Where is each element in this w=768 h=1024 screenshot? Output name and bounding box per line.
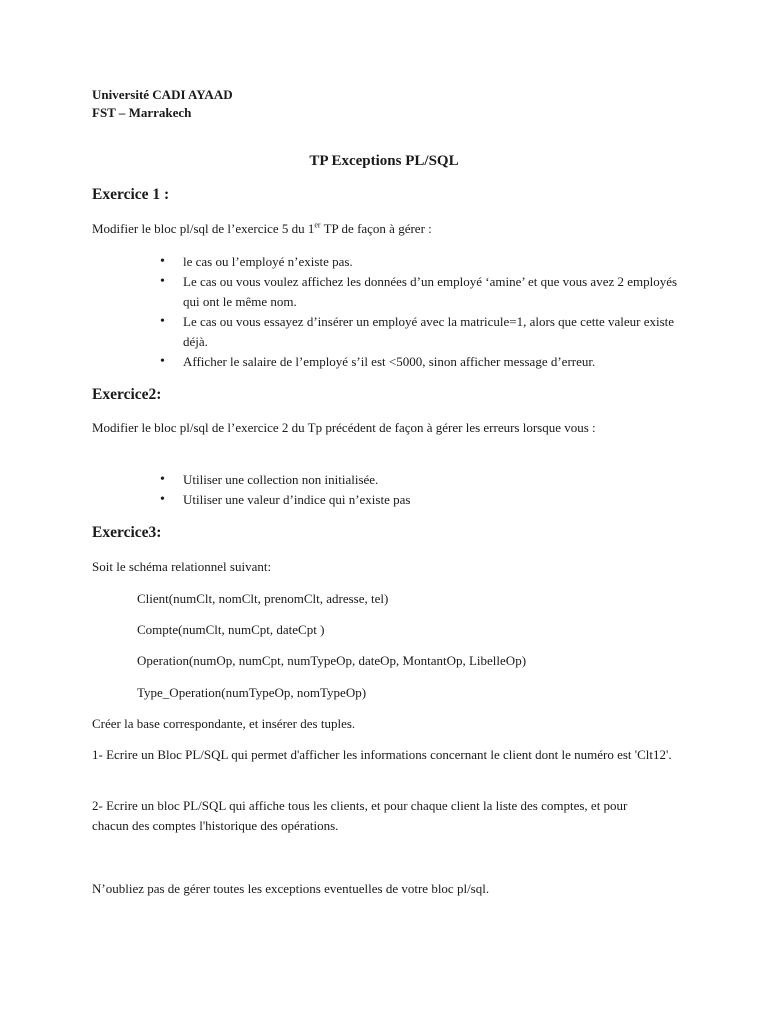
footer-note: N’oubliez pas de gérer toutes les exceptions eventuelles de votre bloc pl/sql.	[92, 881, 490, 896]
list-item: • le cas ou l’employé n’existe pas.	[160, 252, 680, 272]
exercice2-list	[160, 470, 680, 510]
document-title: TP Exceptions PL/SQL	[309, 153, 459, 169]
list-item: • Utiliser une valeur d’indice qui n’existe pas	[160, 490, 680, 510]
schema-client: Client(numClt, nomClt, prenomClt, adresse, tel)	[137, 591, 389, 606]
list-item: • Utiliser une collection non initialisée.	[160, 470, 680, 490]
list-item: • Le cas ou vous voulez affichez les données d’un employé ‘amine’ et que vous avez 2 employés qui ont le même nom.	[160, 272, 680, 312]
exercice2-intro: Modifier le bloc pl/sql de l’exercice 2 du Tp précédent de façon à gérer les erreurs lorsque vous :	[92, 420, 596, 435]
exercice3-question1: 1- Ecrire un Bloc PL/SQL qui permet d'afficher les informations concernant le client dont le numéro est 'Clt12'.	[92, 747, 672, 762]
university-name: Université CADI AYAAD	[92, 87, 233, 102]
exercice1-intro	[92, 219, 432, 239]
exercice3-intro: Soit le schéma relationnel suivant:	[92, 559, 272, 574]
exercice1-intro-superscript: er	[314, 220, 321, 230]
exercice3-create: Créer la base correspondante, et insérer des tuples.	[92, 716, 356, 731]
faculty-name: FST – Marrakech	[92, 105, 192, 120]
schema-compte: Compte(numClt, numCpt, dateCpt )	[137, 622, 325, 637]
exercice3-question2: 2- Ecrire un bloc PL/SQL qui affiche tous les clients, et pour chaque client la liste des comptes, et pour chacun des comptes l'historique des opérations.	[92, 798, 628, 833]
exercice1-intro-text: Modifier le bloc pl/sql de l’exercice 5 du 1	[92, 221, 315, 236]
list-item: • Le cas ou vous essayez d’insérer un employé avec la matricule=1, alors que cette valeur existe déjà.	[160, 312, 680, 352]
exercice1-intro-text-end: TP de façon à gérer :	[320, 221, 432, 236]
list-item: • Afficher le salaire de l’employé s’il est <5000, sinon afficher message d’erreur.	[160, 352, 680, 372]
exercice1-list	[160, 252, 680, 372]
exercice3-heading: Exercice3:	[92, 524, 162, 541]
exercice2-heading: Exercice2:	[92, 386, 162, 403]
schema-operation: Operation(numOp, numCpt, numTypeOp, dateOp, MontantOp, LibelleOp)	[137, 653, 527, 668]
exercice1-heading: Exercice 1 :	[92, 186, 170, 203]
schema-type-operation: Type_Operation(numTypeOp, nomTypeOp)	[137, 685, 367, 700]
